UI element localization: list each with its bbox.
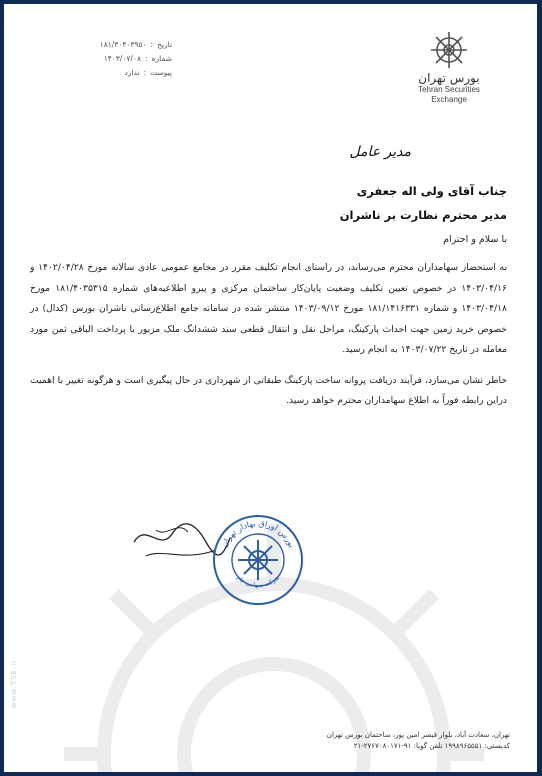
meta-attachment: پیوست : ندارد [32,66,172,80]
official-stamp [210,512,306,608]
footer-address: تهران، سعادت آباد، بلوار قیصر امین پور، ساختمان بورس تهران [326,731,510,739]
stamp-inner-text: شرکت سهامی عام [235,574,281,590]
letter-page [4,4,537,772]
meta-value: ندارد [124,68,140,77]
body-paragraph: به استحضار سهامداران محترم می‌رساند، در راستای انجام تکلیف مقرر در مجامع عمومی عادی سالانه مورخ ۱۴۰۲/۰۴/۲۸ و ۱۴۰۳/۰۴/۱۶ در خصوص تعیین تکلیف وضعیت پایان‌کار ساختمان مرکزی و پیرو اطلاعیه‌های شماره ۱۸۱/۴۰۳۵۳۱۵ مورخ ۱۴۰۳/۰۴/۱۸ و شماره ۱۸۱/۱۴۱۶۳۳۱ مورخ ۱۴۰۳/۰۹/۱۲ منتشر شده در سامانه جامع اطلاع‌رسانی ناشران بورس (کدال) در خصوص خرید زمین جهت احداث پارکینگ، مراحل نقل و انتقال قطعی سند ششدانگ ملک مزبور با پرداخت الباقی ثمن مورد معامله در تاریخ ۱۴۰۳/۰۷/۲۲ به انجام رسید. [30,262,507,355]
meta-label: پیوست [150,68,172,77]
addressee-name: جناب آقای ولی اله جعفری [356,184,507,198]
body-paragraph: خاطر نشان می‌سازد، فرآیند دریافت پروانه ساخت پارکینگ طبقاتی از شهرداری در حال پیگیری است و هرگونه تغییر با اهمیت دراین رابطه فوراً به اطلاع سهامداران محترم خواهد رسید. [30,374,507,406]
logo-english-line2: Exchange [431,95,467,104]
letter-body [30,258,507,422]
side-url: www.TSE.ir [10,659,18,709]
meta-number: شماره : ۱۴۰۳/۰۷/۰۸ [32,52,172,66]
meta-value: ۱۴۰۳/۰۷/۰۸ [103,54,141,63]
letter-footer [300,730,510,752]
greeting: با سلام و احترام [443,234,507,245]
footer-contact: کدپستی: ۱۹۹۸۹۶۵۵۵۱ تلفن گویا: ۹۱-۲۷۶۷۰۸۰۱۷۱-۲۱ [353,742,510,750]
addressee [207,184,507,232]
exchange-logo [407,30,491,126]
exchange-wheel-icon [429,30,469,70]
stamp-outer-text: بورس اوراق بهادار تهران [219,518,297,550]
meta-value: ۱۸۱/۳۰۴۰۳۹۵۰ [99,40,147,49]
meta-label: تاریخ [157,40,172,49]
logo-persian-name: بورس تهران [418,71,480,85]
meta-label: شماره [151,54,172,63]
department-title: مدیر عامل [349,144,411,160]
meta-date: تاریخ : ۱۸۱/۳۰۴۰۳۹۵۰ [32,38,172,52]
letter-meta [32,38,172,80]
logo-english-line1: Tehran Securities [418,85,480,94]
addressee-title: مدیر محترم نظارت بر ناشران [339,208,507,222]
